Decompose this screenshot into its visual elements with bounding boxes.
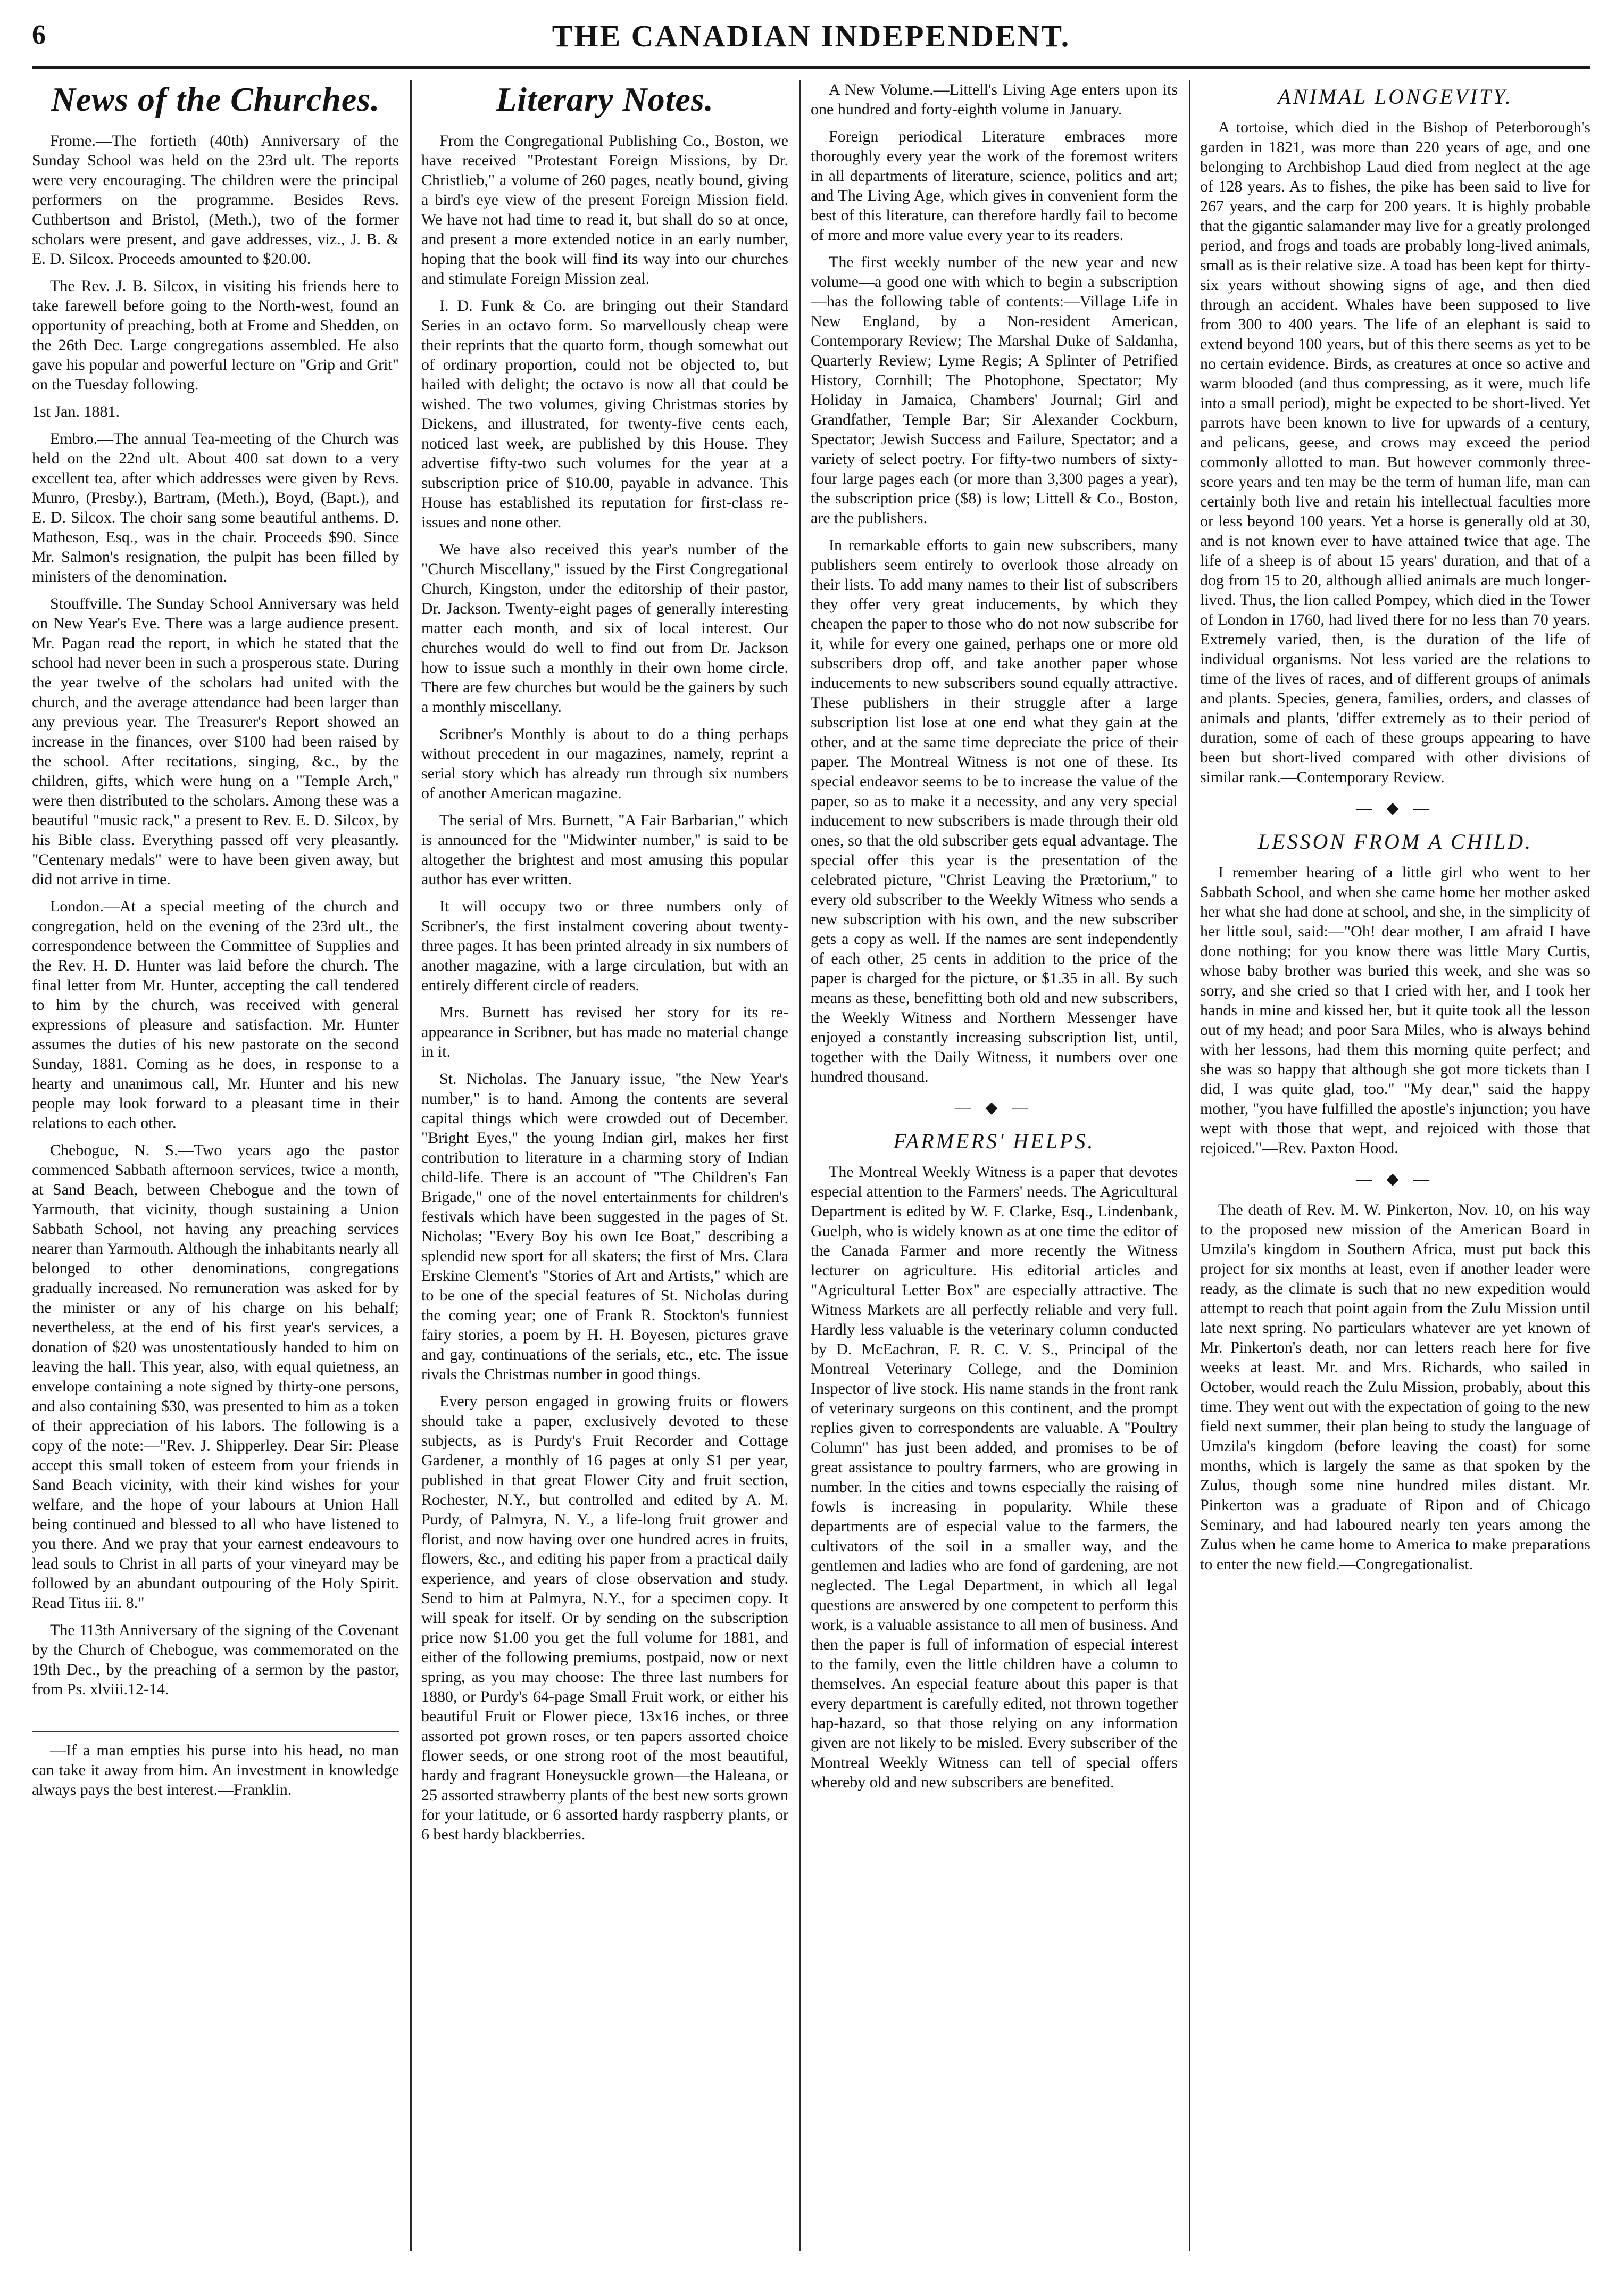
divider-rule bbox=[32, 1731, 399, 1732]
section-title-news: News of the Churches. bbox=[51, 80, 380, 118]
column-periodicals bbox=[811, 80, 1178, 2256]
article-stouffville: Stouffville. The Sunday School Anniversary was held on New Year's Eve. There was a large audience present. Mr. Pagan read the report, in which he stated that the school had never been in such a prosperous state. During the year twelve of the scholars had united with the church, and the average attendance had been larger than any previous year. The Treasurer's Report showed an increase in the finances, over $100 had been raised by the school. After recitations, singing, &c., by the children, gifts, which were hung on a "Temple Arch," were then distributed to the scholars. Among these was a beautiful "music rack," a present to Rev. E. D. Silcox, by his Bible class. Everything passed off very pleasantly. "Centenary medals" were to have been given away, but did not arrive in time. bbox=[32, 595, 399, 888]
section-separator: — ◆ — bbox=[1355, 799, 1435, 817]
note-foreign-missions: From the Congregational Publishing Co., Boston, we have received "Protestant Foreign Missions, by Dr. Christlieb," a volume of 260 pages, neatly bound, giving a bird's eye view of the present Foreign Mission field. We have not had time to read it, but shall do so at once, and present a more extended notice in an early number, hoping that the book will find its way into our churches and stimulate Foreign Mission zeal. bbox=[421, 132, 788, 287]
section-title-farmers-helps: FARMERS' HELPS. bbox=[893, 1129, 1095, 1153]
note-scribners-instalment: It will occupy two or three numbers only of Scribner's, the first instalment covering about twenty-three pages. It has been printed already in six numbers of another magazine, with a large circulation, but with an entirely different circle of readers. bbox=[421, 898, 788, 994]
note-littells-living-age: A New Volume.—Littell's Living Age enters upon its one hundred and forty-eighth volume in January. bbox=[811, 81, 1178, 118]
column-news-of-churches bbox=[32, 80, 399, 2256]
note-table-of-contents: The first weekly number of the new year and new volume—a good one with which to begin a subscription—has the following table of contents:—Village Life in New England, by a Non-resident American, Contemporary Review; The Marshal Duke of Saldanha, Quarterly Review; Lyme Regis; A Splinter of Petrified History, Cornhill; The Photophone, Spectator; My Holiday in Jamaica, Chambers' Journal; Girl and Grandfather, Temple Bar; Sir Alexander Cockburn, Spectator; Jewish Success and Failure, Spectator; and a variety of select poetry. For fifty-two numbers of sixty-four large pages each (or more than 3,300 pages a year), the subscription price ($8) is low; Littell & Co., Boston, are the publishers. bbox=[811, 253, 1178, 527]
article-pinkerton-death: The death of Rev. M. W. Pinkerton, Nov. 10, on his way to the proposed new mission of the American Board in Umzila's kingdom in Southern Africa, must put back this project for six months at least, even if another leader were ready, as the climate is such that no new expedition would attempt to reach that point again from the Zulu Mission until late next spring. No particulars whatever are yet known of Mr. Pinkerton's death, nor can letters reach here for five weeks at least. Mr. and Mrs. Richards, who sailed in October, would reach the Zulu Mission, probably, about this time. They went out with the expectation of going to the new field next summer, their plan being to study the language of Umzila's kingdom (before leaving the coast) for some months, which is largely the same as that spoken by the Zulus, though some nine hundred miles distant. Mr. Pinkerton was a graduate of Ripon and of Chicago Seminary, and had laboured nearly ten years among the Zulus when he came home to America to make preparations to enter the new field.—Congregationalist. bbox=[1200, 1201, 1590, 1573]
page-header bbox=[32, 15, 1590, 66]
note-scribners: Scribner's Monthly is about to do a thing perhaps without precedent in our magazines, namely, reprint a serial story which has already run through six numbers of another American magazine. bbox=[421, 725, 788, 802]
article-lesson-from-child: I remember hearing of a little girl who went to her Sabbath School, and when she came home her mother asked her what she had done at school, and she, in the simplicity of her little soul, said:—"Oh! dear mother, I am afraid I have done nothing; for you know there was little Mary Curtis, whose baby brother was buried this week, and she was so sorry, and she cried so that I cried with her, and I took her hands in mine and kissed her, but it quite took all the lesson out of my head; and poor Sara Miles, who is always behind with her lessons, had them this morning quite perfect; and she was so happy that although she got more tickets than I did, I was quite glad, too." "My dear," said the happy mother, "you have fulfilled the apostle's injunction; you have wept with those that wept, and rejoiced with those that rejoiced."—Rev. Paxton Hood. bbox=[1200, 864, 1590, 1157]
masthead-title: THE CANADIAN INDEPENDENT. bbox=[552, 19, 1071, 53]
article-frome: Frome.—The fortieth (40th) Anniversary of the Sunday School was held on the 23rd ult. The reports were very encouraging. The children were the principal performers on the programme. Besides Revs. Cuthbertson and Bristol, (Meth.), two of the former scholars were present, and gave addresses, viz., J. B. & E. D. Silcox. Proceeds amounted to $20.00. bbox=[32, 132, 399, 268]
article-covenant: The 113th Anniversary of the signing of the Covenant by the Church of Chebogue, was commemorated on the 19th Dec., by the preaching of a sermon by the pastor, from Ps. xlviii.12-14. bbox=[32, 1621, 399, 1698]
note-fair-barbarian: The serial of Mrs. Burnett, "A Fair Barbarian," which is announced for the "Midwinter number," is said to be altogether the brightest and most amusing this popular author has ever written. bbox=[421, 811, 788, 888]
article-embro: Embro.—The annual Tea-meeting of the Church was held on the 22nd ult. About 400 sat down to a very excellent tea, after which addresses were given by Revs. Munro, (Presby.), Bartram, (Meth.), Boyd, (Bapt.), and E. D. Silcox. The choir sang some beautiful anthems. D. Matheson, Esq., was in the chair. Proceeds $90. Since Mr. Salmon's resignation, the pulpit has been filled by ministers of the denomination. bbox=[32, 430, 399, 585]
column-divider bbox=[799, 80, 801, 2251]
article-silcox: The Rev. J. B. Silcox, in visiting his friends here to take farewell before going to the North-west, found an opportunity of preaching, both at Frome and Shedden, on the 26th Dec. Large congregations assembled. He also gave his popular and powerful lecture on "Grip and Grit" on the Tuesday following. bbox=[32, 277, 399, 393]
column-literary-notes bbox=[421, 80, 788, 2256]
article-chebogue: Chebogue, N. S.—Two years ago the pastor commenced Sabbath afternoon services, twice a month, at Sand Beach, between Chebogue and the town of Yarmouth, that vicinity, though sustaining a Union Sabbath School, not having any preaching services nearer than Yarmouth. Although the inhabitants nearly all belonged to other denominations, congregations gradually increased. No remuneration was asked for by the minister or any of his charge on his behalf; nevertheless, at the end of his first year's services, a donation of $20 was unostentatiously handed to him on leaving the hall. This year, also, with equal quietness, an envelope containing a note signed by thirty-one persons, and also containing $30, was presented to him as a token of their appreciation of his labors. The following is a copy of the note:—"Rev. J. Shipperley. Dear Sir: Please accept this small token of esteem from your friends in Sand Beach vicinity, with their kind wishes for your welfare, and the hope of your labours at Union Hall being continued and blessed to all who have listened to you there. And we pray that your earnest endeavours to lead souls to Christ in all parts of your vineyard may be followed by an abundant outpouring of the Holy Spirit. Read Titus iii. 8." bbox=[32, 1141, 399, 1612]
note-st-nicholas: St. Nicholas. The January issue, "the New Year's number," is to hand. Among the contents are several capital things which were crowded out of December. "Bright Eyes," the young Indian girl, makes her first contribution to literature in a charming story of Indian child-life. There is an account of "The Children's Fan Brigade," one of the novel entertainments for children's festivals which have been suggested in the pages of St. Nicholas; "Every Boy his own Ice Boat," describing a splendid new sport for all skaters; the first of Mrs. Clara Erskine Clement's "Stories of Art and Artists," which are to be one of the special features of St. Nicholas during the coming year; one of Frank R. Stockton's funniest fairy stories, a poem by H. H. Boyesen, pictures grave and gay, continuations of the serials, etc., etc. The issue rivals the Christmas number in good things. bbox=[421, 1070, 788, 1383]
column-divider bbox=[1189, 80, 1190, 2251]
section-title-literary: Literary Notes. bbox=[496, 80, 714, 118]
quote-franklin: —If a man empties his purse into his head, no man can take it away from him. An investment in knowledge always pays the best interest.—Franklin. bbox=[32, 1742, 399, 1798]
header-rule bbox=[32, 66, 1590, 69]
section-title-animal-longevity: ANIMAL LONGEVITY. bbox=[1278, 85, 1513, 109]
note-foreign-literature: Foreign periodical Literature embraces more thoroughly every year the work of the foremost writers in all departments of literature, science, politics and art; and The Living Age, which gives in convenient form the best of this literature, can therefore hardly fail to become of more and more value every year to its readers. bbox=[811, 128, 1178, 244]
dateline: 1st Jan. 1881. bbox=[32, 403, 120, 420]
column-divider bbox=[410, 80, 412, 2251]
note-funk-standard-series: I. D. Funk & Co. are bringing out their Standard Series in an octavo form. So marvellously cheap were their reprints that the quarto form, though somewhat out of ordinary proportion, could not be objected to, but hailed with delight; the octavo is now all that could be wished. The two volumes, giving Christmas stories by Dickens, and illustrated, for twenty-five cents each, noticed last week, are published by this House. They advertise fifty-two such volumes for the year at a subscription price of $10.00, payable in advance. This House has established its reputation for first-class re-issues and none other. bbox=[421, 297, 788, 531]
column-miscellany bbox=[1200, 80, 1590, 2256]
section-title-lesson-from-child: LESSON FROM A CHILD. bbox=[1257, 830, 1533, 853]
section-separator: — ◆ — bbox=[1355, 1170, 1435, 1188]
article-london: London.—At a special meeting of the church and congregation, held on the evening of the 23rd ult., the correspondence between the Committee of Supplies and the Rev. H. D. Hunter was laid before the church. The final letter from Mr. Hunter, accepting the call tendered to him by the church, was received with general expressions of pleasure and satisfaction. Mr. Hunter assumes the duties of his new pastorate on the second Sunday, 1881. Coming as he does, in response to a hearty and unanimous call, Mr. Hunter and his new people may look forward to a pleasant time in their relations to each other. bbox=[32, 898, 399, 1132]
section-separator: — ◆ — bbox=[954, 1099, 1034, 1116]
note-montreal-witness-subscribers: In remarkable efforts to gain new subscribers, many publishers seem entirely to overlook those already on their lists. To add many names to their list of subscribers they offer very great inducements, by which they cheapen the paper to those who do not now subscribe for it, while for every one gained, perhaps one or more old subscribers drop off, and take another paper whose inducements to new subscribers sound equally attractive. These publishers in their struggle after a large subscription list lose at one end what they gain at the other, and at the same time depreciate the price of their paper. The Montreal Witness is not one of these. Its special endeavor seems to be to increase the value of the paper, so as to make it a necessity, and any very special inducement to new subscribers is made through their old ones, so that the old subscriber gets equal advantage. The special offer this year is the presentation of the celebrated picture, "Christ Leaving the Prætorium," to every old subscriber to the Weekly Witness who sends a new subscription with his own, and the new subscriber gets a copy as well. If the names are sent independently of each other, 25 cents in addition to the price of the paper is charged for the picture, or $1.35 in all. By such means as these, benefitting both old and new subscribers, the Weekly Witness and Northern Messenger have enjoyed a constantly increasing subscription list, until, together with the Daily Witness, it numbers over one hundred thousand. bbox=[811, 536, 1178, 1085]
note-purdys-fruit-recorder: Every person engaged in growing fruits or flowers should take a paper, exclusively devoted to these subjects, as is Purdy's Fruit Recorder and Cottage Gardener, a monthly of 16 pages at only $1 per year, published in that great Flower City and fruit section, Rochester, N.Y., but controlled and edited by A. M. Purdy, of Palmyra, N. Y., a life-long fruit grower and florist, and now having over one hundred acres in fruits, flowers, &c., and editing his paper from a practical daily experience, and years of close observation and study. Send to him at Palmyra, N.Y., for a specimen copy. It will speak for itself. Or by sending on the subscription price now $1.00 you get the full volume for 1881, and either of the following premiums, postpaid, now or next spring, as you may choose: The three last numbers for 1880, or Purdy's 64-page Small Fruit work, or either his beautiful Fruit or Flower piece, 13x16 inches, or three assorted pot grown roses, or ten papers assorted choice flower seeds, or one strong root of the most beautiful, hardy and fragrant Honeysuckle grown—the Haleana, or 25 assorted strawberry plants of the best new sorts grown for your latitude, or 6 assorted hardy raspberry plants, or 6 best hardy blackberries. bbox=[421, 1393, 788, 1843]
article-farmers-helps: The Montreal Weekly Witness is a paper that devotes especial attention to the Farmers' needs. The Agricultural Department is edited by W. F. Clarke, Esq., Lindenbank, Guelph, who is widely known as at one time the editor of the Canada Farmer and more recently the Witness lecturer on agriculture. His editorial articles and "Agricultural Letter Box" are especially attractive. The Witness Markets are all perfectly reliable and very full. Hardly less valuable is the veterinary column conducted by D. McEachran, F. R. C. V. S., Principal of the Montreal Veterinary College, and the Dominion Inspector of live stock. His name stands in the front rank of veterinary surgeons on this continent, and the prompt replies given to correspondents are valuable. A "Poultry Column" has just been added, and promises to be of great assistance to poultry farmers, who are growing in number. In the cities and towns especially the raising of fowls is increasing in popularity. While these departments are of especial value to the farmers, the cultivators of the soil in a smaller way, and the gentlemen and ladies who are fond of gardening, are not neglected. The Legal Department, in which all legal questions are answered by one competent to perform this work, is a valuable assistance to all men of business. And then the paper is full of information of especial interest to the family, even the little children have a column to themselves. An especial feature about this paper is that every department is carefully edited, not thrown together hap-hazard, so that those relying on any information given are not likely to be misled. Every subscriber of the Montreal Weekly Witness can tell of special offers whereby old and new subscribers are benefited. bbox=[811, 1163, 1178, 1791]
note-church-miscellany: We have also received this year's number of the "Church Miscellany," issued by the First Congregational Church, Kingston, under the editorship of their pastor, Dr. Jackson. Twenty-eight pages of generally interesting matter each month, and six of local interest. Our churches would do well to find out from Dr. Jackson how to issue such a monthly in their own home circle. There are few churches but would be the gainers by such a monthly miscellany. bbox=[421, 541, 788, 716]
note-burnett-revised: Mrs. Burnett has revised her story for its re-appearance in Scribner, but has made no material change in it. bbox=[421, 1004, 788, 1060]
article-animal-longevity: A tortoise, which died in the Bishop of Peterborough's garden in 1821, was more than 220 years of age, and one belonging to Archbishop Laud died from neglect at the age of 128 years. As to fishes, the pike has been said to live for 267 years, and the carp for 200 years. It is highly probable that the gigantic salamander may live for a greatly prolonged period, and frogs and toads are probably long-lived animals, small as is their relative size. A toad has been kept for thirty-six years without showing signs of age, and then died through an accident. Whales have been supposed to live from 300 to 400 years. The life of an elephant is said to extend beyond 100 years, but of this there seems as yet to be no certain evidence. Birds, as creatures at once so active and warm blooded (and thus compressing, as it were, much life into a small period), might be expected to be short-lived. Yet parrots have been known to live for upwards of a century, and pelicans, geese, and crows may exceed the period commonly allotted to man. But however commonly three-score years and ten may be the term of human life, man can certainly both live and retain his intellectual faculties more or less beyond 100 years. Yet a horse is generally old at 30, and is not known ever to have attained twice that age. The life of a sheep is of about 15 years' duration, and that of a dog from 15 to 20, although allied animals are much longer-lived. Thus, the lion called Pompey, which died in the Tower of London in 1760, had lived there for no less than 70 years. Extremely varied, then, is the duration of the life of individual organisms. Not less varied are the relations to time of the lives of races, and of different groups of animals and plants. Species, genera, families, orders, and classes of animals and plants, 'differ extremely as to their period of duration, some of each of these groups appearing to have been but short-lived compared with other divisions of similar rank.—Contemporary Review. bbox=[1200, 119, 1590, 786]
page-number: 6 bbox=[32, 20, 46, 50]
